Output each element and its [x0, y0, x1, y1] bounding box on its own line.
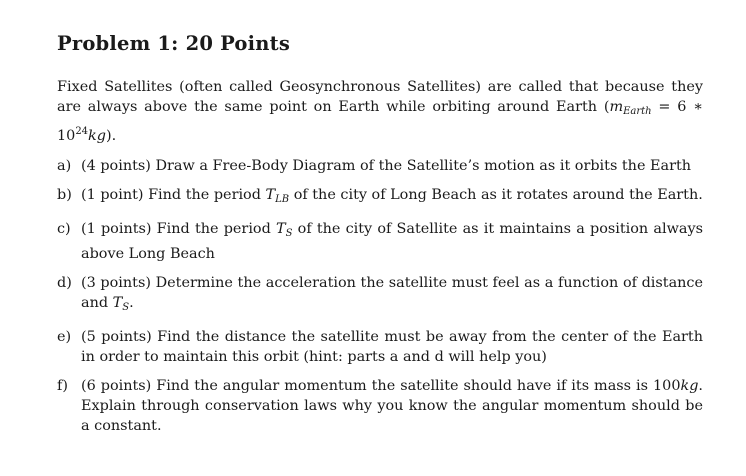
part-text-pre: (1 points) Find the period — [81, 221, 276, 237]
part-text-pre: (3 points) Determine the acceleration the satellite must feel as a function of distance and — [81, 275, 703, 311]
period-subscript: LB — [275, 194, 290, 205]
parts-list — [57, 156, 703, 436]
period-variable: T — [112, 295, 123, 311]
mass-unit: kg — [680, 378, 699, 394]
intro-text: Fixed Satellites (often called Geosynchronous Satellites) are called that because they are always above the same point on Earth while orbiting around Earth ( — [57, 79, 703, 115]
mass-exponent: 24 — [75, 126, 89, 137]
part-a — [57, 156, 703, 176]
part-label: a) — [57, 158, 72, 174]
mass-equation: = 6 ∗ 10 — [57, 99, 704, 144]
problem-intro — [57, 77, 703, 146]
mass-variable: m — [609, 99, 624, 115]
mass-subscript: Earth — [623, 106, 652, 117]
part-text — [81, 376, 703, 436]
part-text-pre: (6 points) Find the angular momentum the satellite should have if its mass is 100 — [81, 378, 681, 394]
part-text-post: . — [129, 295, 134, 311]
period-subscript: S — [122, 302, 130, 313]
part-f — [57, 376, 703, 436]
part-c — [57, 219, 703, 264]
part-text: (5 points) Find the distance the satellite must be away from the center of the Earth in order to maintain this orbit (hint: parts a and d will help you) — [81, 329, 703, 365]
intro-end: ). — [105, 128, 117, 144]
period-subscript: S — [285, 228, 293, 239]
part-text-pre: (1 point) Find the period — [81, 187, 266, 203]
part-text: (4 points) Draw a Free-Body Diagram of the Satellite’s motion as it orbits the Earth — [81, 158, 692, 174]
period-variable: T — [276, 221, 286, 237]
part-label: d) — [57, 275, 72, 291]
part-label: f) — [57, 378, 68, 394]
part-d — [57, 273, 703, 318]
part-label: c) — [57, 221, 71, 237]
mass-unit: kg — [88, 128, 106, 144]
part-b — [57, 185, 703, 210]
period-variable: T — [265, 187, 276, 203]
part-text — [81, 185, 703, 210]
part-text-post: of the city of Long Beach as it rotates around the Earth. — [289, 187, 703, 203]
part-text — [81, 219, 703, 264]
part-text-post: . Explain through conservation laws why you know the angular momentum should be a constant. — [81, 378, 703, 434]
part-label: b) — [57, 187, 72, 203]
problem-title: Problem 1: 20 Points — [57, 32, 291, 55]
part-e — [57, 327, 703, 367]
part-text — [81, 273, 703, 318]
problem-sheet — [57, 32, 703, 445]
part-label: e) — [57, 329, 72, 345]
part-text-post: of the city of Satellite as it maintains a position always above Long Beach — [81, 221, 703, 262]
